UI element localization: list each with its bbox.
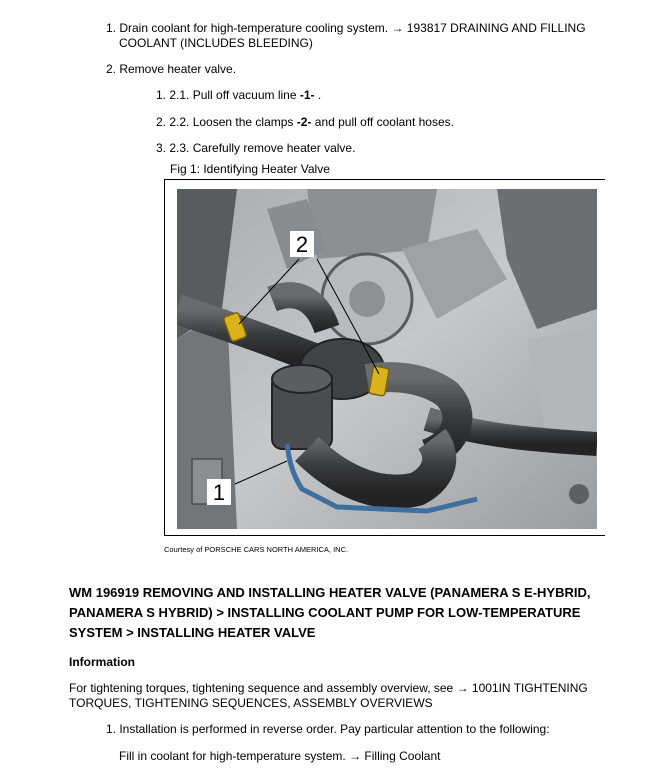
fill-coolant-note: Fill in coolant for high-temperature system. → Filling Coolant (119, 749, 441, 763)
pulley-hub (349, 281, 385, 317)
step-2-1-end: . (314, 88, 322, 102)
information-line-2: TORQUES, TIGHTENING SEQUENCES, ASSEMBLY OVERVIEWS (69, 696, 433, 710)
step-1-line-1: 1. Drain coolant for high-temperature cooling system. → 193817 DRAINING AND FILLING (106, 21, 586, 35)
step-2-3: 3. 2.3. Carefully remove heater valve. (156, 141, 356, 155)
step-2-2 (156, 115, 454, 130)
heater-valve-illustration (177, 189, 597, 529)
connector-top (272, 365, 332, 393)
step-2-1-text: 1. 2.1. Pull off vacuum line (156, 88, 300, 102)
step-2-1 (156, 88, 321, 103)
install-step-1: 1. Installation is performed in reverse order. Pay particular attention to the following: (106, 722, 550, 736)
step-1-line-2: COOLANT (INCLUDES BLEEDING) (119, 36, 313, 50)
ref-label-2: -2- (296, 115, 312, 129)
figure-credit: Courtesy of PORSCHE CARS NORTH AMERICA, INC. (164, 545, 349, 554)
section-heading-line-3: SYSTEM > INSTALLING HEATER VALVE (69, 625, 316, 640)
information-title: Information (69, 655, 135, 669)
step-2: 2. Remove heater valve. (106, 62, 237, 76)
callout-2-label: 2 (295, 232, 309, 257)
ref-label-1: -1- (299, 88, 315, 102)
step-2-2-end: and pull off coolant hoses. (311, 115, 454, 129)
section-heading-line-1: WM 196919 REMOVING AND INSTALLING HEATER VALVE (PANAMERA S E-HYBRID, (69, 585, 591, 600)
callout-1-label: 1 (212, 480, 226, 505)
fitting-right (569, 484, 589, 504)
section-heading-line-2: PANAMERA S HYBRID) > INSTALLING COOLANT PUMP FOR LOW-TEMPERATURE (69, 605, 581, 620)
step-2-2-text: 2. 2.2. Loosen the clamps (156, 115, 297, 129)
information-line-1: For tightening torques, tightening sequence and assembly overview, see → 1001IN TIGHTENING (69, 681, 588, 695)
figure-title: Fig 1: Identifying Heater Valve (170, 162, 330, 176)
